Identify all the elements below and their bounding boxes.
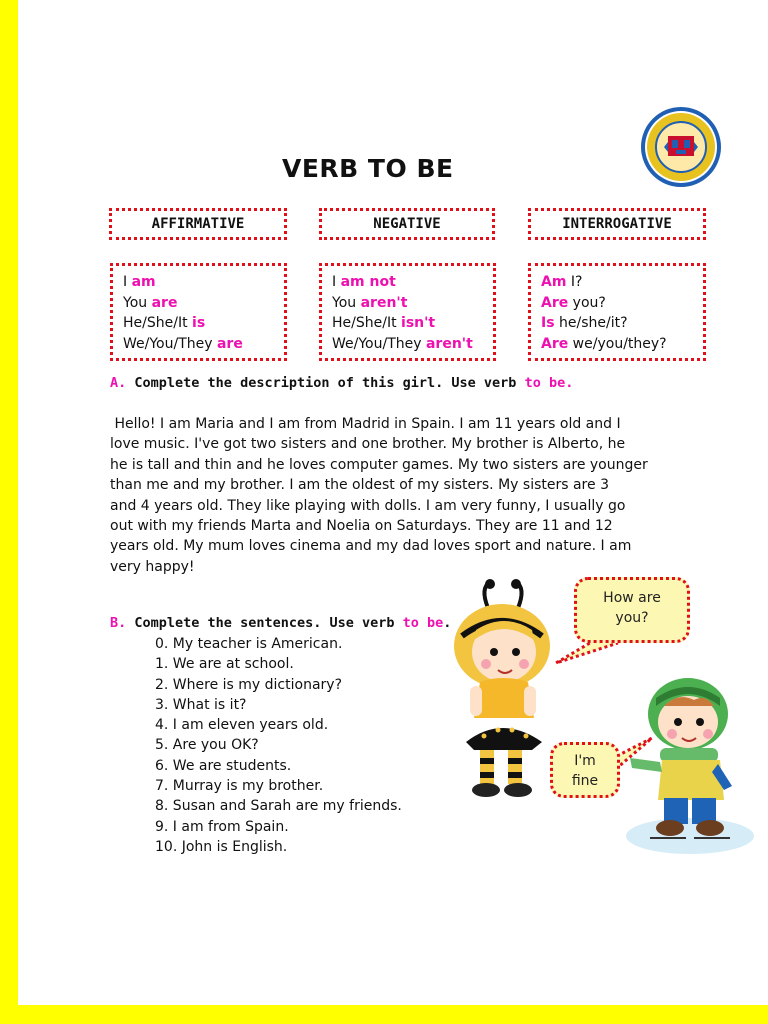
verb-form: aren't bbox=[425, 335, 473, 352]
affirmative-row bbox=[123, 313, 284, 334]
verb-form: Are bbox=[541, 335, 569, 352]
interrogative-row bbox=[541, 313, 703, 334]
bubble-text: you? bbox=[615, 610, 649, 626]
affirmative-header: AFFIRMATIVE bbox=[109, 208, 287, 240]
verb-form: Is bbox=[541, 315, 555, 331]
pronoun: you? bbox=[568, 294, 606, 311]
verb-form: Are bbox=[541, 294, 569, 311]
affirmative-box bbox=[110, 263, 287, 361]
pronoun: I bbox=[123, 274, 132, 290]
verb-form: am not bbox=[340, 274, 396, 290]
paragraph-line: Hello! I am Maria and I am from Madrid in Spain. I am 11 years old and I bbox=[110, 416, 621, 432]
sentence-item: 4. I am eleven years old. bbox=[155, 717, 329, 734]
verb-form: is bbox=[192, 315, 206, 331]
pronoun: I? bbox=[566, 274, 583, 290]
sentence-item: 0. My teacher is American. bbox=[155, 636, 343, 652]
pronoun: He/She/It bbox=[123, 315, 193, 331]
bubble-text: fine bbox=[571, 773, 599, 789]
bubble-text: How are bbox=[603, 590, 661, 606]
sentence-item: 9. I am from Spain. bbox=[155, 818, 289, 835]
exercise-instruction: Complete the sentences. Use verb bbox=[134, 615, 395, 631]
sentence-item: 5. Are you OK? bbox=[155, 737, 259, 754]
negative-row bbox=[332, 272, 493, 293]
paragraph-line: and 4 years old. They like playing with dolls. I am very funny, I usually go bbox=[110, 497, 626, 514]
paragraph-line: very happy! bbox=[110, 558, 195, 575]
verb-form: Am bbox=[541, 274, 567, 290]
yellow-page-border-bottom bbox=[0, 1005, 768, 1024]
paragraph-line: years old. My mum loves cinema and my dad loves sport and nature. I am bbox=[110, 538, 632, 555]
exercise-end: . bbox=[565, 375, 574, 391]
university-seal-logo bbox=[640, 106, 722, 188]
exercise-highlight: to be bbox=[524, 375, 566, 391]
affirmative-row bbox=[123, 334, 284, 355]
affirmative-row bbox=[123, 272, 284, 293]
paragraph-line: love music. I've got two sisters and one brother. My brother is Alberto, he bbox=[110, 436, 626, 453]
sentence-item: 8. Susan and Sarah are my friends. bbox=[155, 798, 402, 815]
negative-row bbox=[332, 334, 493, 355]
interrogative-row bbox=[541, 334, 703, 355]
exercise-highlight: to be bbox=[402, 615, 444, 631]
pronoun: You bbox=[332, 294, 361, 311]
affirmative-row bbox=[123, 293, 284, 314]
interrogative-row bbox=[541, 293, 703, 314]
negative-box bbox=[319, 263, 496, 361]
pronoun: I bbox=[332, 274, 341, 290]
yellow-page-border-left bbox=[0, 0, 18, 1024]
paragraph-line: than me and my brother. I am the oldest of my sisters. My sisters are 3 bbox=[110, 477, 609, 494]
sentence-item: 10. John is English. bbox=[155, 838, 288, 855]
pronoun: We/You/They bbox=[332, 335, 426, 352]
interrogative-box bbox=[528, 263, 706, 361]
interrogative-header: INTERROGATIVE bbox=[528, 208, 706, 240]
exercise-b-sentences bbox=[155, 634, 402, 857]
exercise-b-heading bbox=[110, 615, 451, 631]
verb-form: isn't bbox=[401, 315, 436, 331]
bubble-text: I'm bbox=[574, 753, 596, 769]
pronoun: You bbox=[123, 294, 152, 311]
exercise-a-heading bbox=[110, 375, 573, 391]
verb-form: are bbox=[151, 294, 178, 311]
verb-form: am bbox=[131, 274, 156, 290]
verb-form: aren't bbox=[360, 294, 408, 311]
sentence-item: 2. Where is my dictionary? bbox=[155, 676, 342, 693]
negative-row bbox=[332, 293, 493, 314]
exercise-instruction: Complete the description of this girl. Use verb bbox=[134, 375, 517, 391]
speech-bubble-how-are-you bbox=[574, 577, 690, 643]
negative-row bbox=[332, 313, 493, 334]
sentence-item: 1. We are at school. bbox=[155, 656, 294, 673]
negative-header: NEGATIVE bbox=[319, 208, 495, 240]
skating-boy-illustration bbox=[620, 676, 755, 856]
pronoun: he/she/it? bbox=[554, 315, 628, 331]
sentence-item: 6. We are students. bbox=[155, 757, 292, 774]
pronoun: We/You/They bbox=[123, 335, 217, 352]
paragraph-line: out with my friends Marta and Noelia on Saturdays. They are 11 and 12 bbox=[110, 518, 613, 535]
verb-form: are bbox=[216, 335, 243, 352]
sentence-item: 7. Murray is my brother. bbox=[155, 778, 324, 795]
page-title: VERB TO BE bbox=[282, 154, 454, 183]
exercise-end: . bbox=[443, 615, 452, 631]
paragraph-line: he is tall and thin and he loves computer games. My two sisters are younger bbox=[110, 456, 648, 473]
pronoun: we/you/they? bbox=[568, 335, 667, 352]
interrogative-row bbox=[541, 272, 703, 293]
exercise-a-paragraph bbox=[110, 414, 670, 577]
exercise-letter: B. bbox=[110, 615, 127, 631]
bee-girl-illustration bbox=[440, 578, 565, 800]
sentence-item: 3. What is it? bbox=[155, 696, 247, 713]
pronoun: He/She/It bbox=[332, 315, 402, 331]
exercise-letter: A. bbox=[110, 375, 127, 391]
